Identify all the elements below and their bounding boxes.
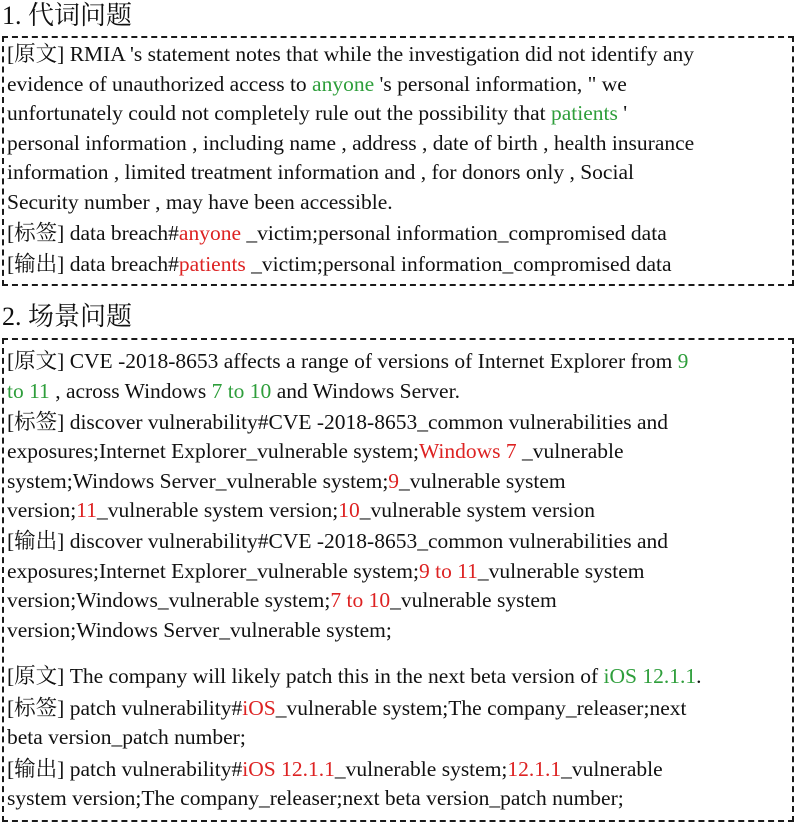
text-span: [输出] data breach# (7, 251, 179, 276)
red-span: patients (178, 251, 246, 276)
red-span: 10 (338, 498, 360, 522)
text-span: information , limited treatment information and , for donors only , Social (7, 160, 634, 184)
green-span: 7 to 10 (211, 378, 272, 403)
text-line (7, 70, 694, 100)
text-span: _vulnerable system (399, 468, 566, 493)
red-span: iOS 12.1.1 (242, 756, 335, 781)
text-line (7, 129, 694, 159)
red-span: 11 (76, 498, 97, 522)
text-line (7, 586, 688, 616)
section-2-heading: 2. 场景问题 (2, 302, 133, 331)
text-line (7, 616, 688, 646)
text-span: _victim;personal information_compromised data (245, 251, 672, 276)
text-line (7, 755, 701, 785)
text-span: unfortunately could not completely rule out the possibility that (7, 101, 551, 125)
text-span: _vulnerable (516, 439, 624, 463)
text-line (7, 496, 688, 526)
text-line (7, 557, 688, 587)
text-span: , across Windows (49, 378, 212, 403)
text-span: exposures;Internet Explorer_vulnerable system; (7, 439, 419, 463)
text-span: exposures;Internet Explorer_vulnerable system; (7, 558, 419, 583)
text-line (7, 347, 688, 377)
section-2-text-b (7, 662, 701, 814)
text-span: version; (7, 498, 77, 522)
text-span: _vulnerable system; (334, 756, 508, 781)
text-span: version;Windows Server_vulnerable system; (7, 617, 392, 642)
text-span: ' (617, 101, 628, 125)
text-span: _vulnerable (561, 756, 663, 781)
text-span: _vulnerable system;The company_releaser;next (275, 695, 687, 720)
text-line (7, 437, 688, 467)
text-line (7, 250, 694, 280)
text-span: Security number , may have been accessible. (7, 189, 393, 214)
green-span: to 11 (7, 378, 50, 403)
green-span: patients (550, 101, 618, 125)
text-span: . (696, 664, 702, 688)
text-span: system;Windows Server_vulnerable system; (7, 468, 389, 493)
green-span: iOS 12.1.1 (603, 664, 697, 688)
section-1-heading: 1. 代词问题 (2, 1, 133, 30)
section-1-text (7, 40, 694, 279)
text-line (7, 408, 688, 438)
text-line (7, 219, 694, 249)
text-span: [输出] patch vulnerability# (7, 756, 243, 781)
text-span: _vulnerable system (477, 558, 645, 583)
red-span: anyone (178, 220, 242, 245)
text-line (7, 784, 701, 814)
text-line (7, 662, 701, 692)
text-span: personal information , including name , address , date of birth , health insurance (7, 130, 695, 155)
text-line (7, 40, 694, 70)
green-span: anyone (312, 71, 375, 96)
red-span: 12.1.1 (507, 756, 562, 781)
text-line (7, 467, 688, 497)
text-line (7, 99, 694, 129)
text-span: _victim;personal information_compromised data (241, 220, 667, 245)
section-2-text-a (7, 347, 688, 645)
red-span: 9 to 11 (418, 558, 478, 583)
text-span: [原文] The company will likely patch this in the next beta version of (7, 664, 604, 688)
text-span: [输出] discover vulnerability#CVE -2018-8653_common vulnerabilities and (7, 529, 668, 553)
text-span: [标签] data breach# (7, 220, 179, 245)
text-span: 's personal information, " we (374, 71, 627, 96)
green-span: 9 (677, 349, 689, 373)
text-span: version;Windows_vulnerable system; (7, 588, 331, 612)
red-span: 7 to 10 (330, 588, 391, 612)
text-span: system version;The company_releaser;next beta version_patch number; (7, 786, 624, 810)
text-line (7, 188, 694, 218)
text-line (7, 527, 688, 557)
text-line (7, 723, 701, 753)
text-span: [标签] patch vulnerability# (7, 695, 243, 720)
text-span: [标签] discover vulnerability#CVE -2018-8653_common vulnerabilities and (7, 409, 668, 434)
text-span: [原文] RMIA 's statement notes that while the investigation did not identify any (7, 42, 694, 66)
text-line (7, 694, 701, 724)
text-span: _vulnerable system version; (96, 498, 339, 522)
text-span: evidence of unauthorized access to (7, 71, 313, 96)
text-span: [原文] CVE -2018-8653 affects a range of versions of Internet Explorer from (7, 349, 678, 373)
text-span: and Windows Server. (271, 378, 460, 403)
red-span: 9 (388, 468, 400, 493)
text-line (7, 158, 694, 188)
text-line (7, 377, 688, 407)
text-span: _vulnerable system (390, 588, 557, 612)
red-span: iOS (242, 695, 276, 720)
text-span: _vulnerable system version (359, 498, 595, 522)
text-span: beta version_patch number; (7, 725, 246, 749)
red-span: Windows 7 (418, 439, 517, 463)
